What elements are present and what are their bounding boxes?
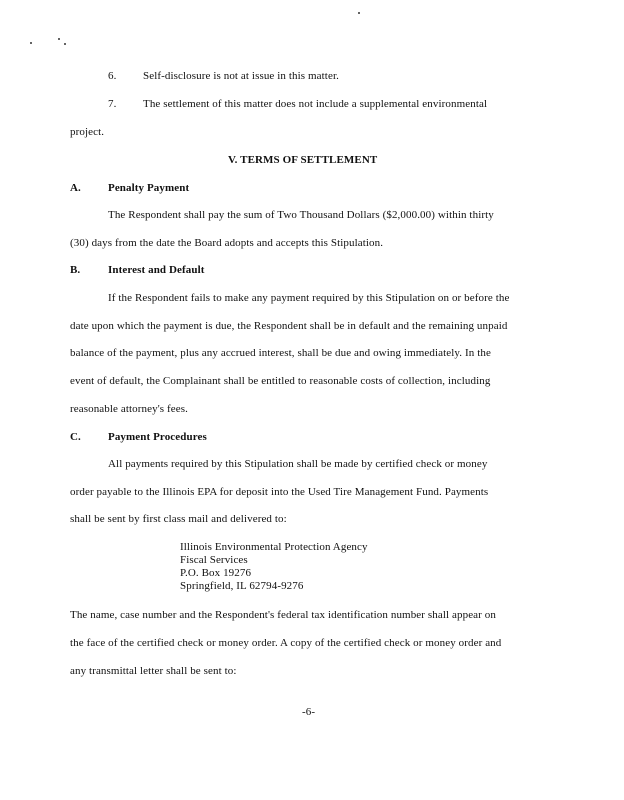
address-line: Springfield, IL 62794-9276 [180, 580, 304, 592]
closing-line: any transmittal letter shall be sent to: [70, 665, 237, 677]
scan-speck [58, 38, 60, 40]
item-7-continuation: project. [70, 126, 105, 138]
page-number: -6- [302, 706, 316, 718]
scan-speck [358, 12, 360, 14]
section-c-letter: C. [70, 431, 81, 443]
address-line: P.O. Box 19276 [180, 567, 252, 579]
section-b-line: reasonable attorney's fees. [70, 403, 188, 415]
address-line: Fiscal Services [180, 554, 248, 566]
section-title: V. TERMS OF SETTLEMENT [228, 154, 378, 166]
section-b-heading: Interest and Default [108, 264, 205, 276]
item-6-number: 6. [108, 70, 117, 82]
closing-line: The name, case number and the Respondent's federal tax identification number shall appear on [70, 609, 496, 621]
section-c-line: order payable to the Illinois EPA for deposit into the Used Tire Management Fund. Payments [70, 486, 489, 498]
item-7-number: 7. [108, 98, 117, 110]
section-a-heading: Penalty Payment [108, 182, 190, 194]
scan-speck [30, 42, 32, 44]
section-b-line: event of default, the Complainant shall be entitled to reasonable costs of collection, including [70, 375, 491, 387]
section-b-letter: B. [70, 264, 81, 276]
scan-speck [64, 43, 66, 45]
address-line: Illinois Environmental Protection Agency [180, 541, 368, 553]
section-b-line: date upon which the payment is due, the Respondent shall be in default and the remaining unpaid [70, 320, 508, 332]
section-b-line: If the Respondent fails to make any payment required by this Stipulation on or before the [108, 292, 510, 304]
section-a-line: (30) days from the date the Board adopts and accepts this Stipulation. [70, 237, 384, 249]
item-6-text: Self-disclosure is not at issue in this matter. [143, 70, 339, 82]
section-b-line: balance of the payment, plus any accrued interest, shall be due and owing immediately. In the [70, 347, 491, 359]
section-a-letter: A. [70, 182, 81, 194]
closing-line: the face of the certified check or money order. A copy of the certified check or money order and [70, 637, 502, 649]
item-7-text: The settlement of this matter does not include a supplemental environmental [143, 98, 488, 110]
section-c-line: shall be sent by first class mail and delivered to: [70, 513, 287, 525]
section-a-line: The Respondent shall pay the sum of Two Thousand Dollars ($2,000.00) within thirty [108, 209, 494, 221]
section-c-line: All payments required by this Stipulation shall be made by certified check or money [108, 458, 488, 470]
section-c-heading: Payment Procedures [108, 431, 207, 443]
